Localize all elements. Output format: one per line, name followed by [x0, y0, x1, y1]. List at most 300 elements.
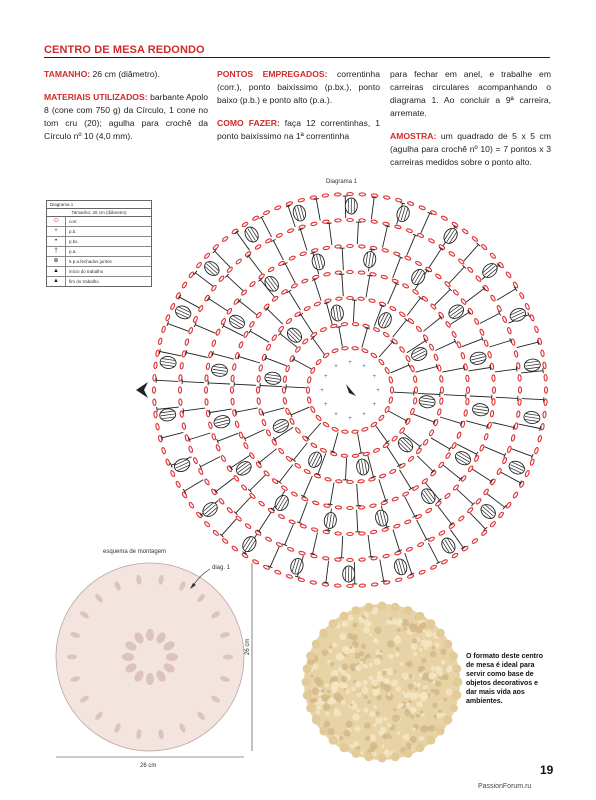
doily-texture [445, 688, 452, 695]
doily-edge-loop [352, 606, 361, 615]
doily-texture [422, 685, 428, 691]
chain-stitch [492, 375, 496, 382]
double-crochet-stitch [333, 432, 338, 451]
stitches-text: correntinha (corr.), ponto baixíssimo (p.bx.), ponto baixo (p.b.) e ponto alto (p.a.). [217, 69, 380, 105]
chain-stitch [198, 305, 204, 312]
chain-stitch [182, 423, 186, 430]
chain-stitch [170, 470, 175, 477]
double-crochet-stitch [286, 387, 306, 388]
chain-stitch [402, 491, 409, 497]
doily-edge-loop [416, 743, 425, 752]
materials-text: barbante Apolo 8 (cone com 750 g) da Círculo, 1 cone no tom cru (20); agulha para crochê da Círculo nº 10 (4,0 mm). [44, 92, 208, 141]
doily-edge-loop [340, 612, 349, 621]
doily-edge-loop [404, 606, 413, 615]
stitch-top [385, 226, 390, 227]
chain-stitch [347, 297, 353, 300]
chain-stitch [332, 427, 339, 432]
chain-stitch [404, 519, 411, 524]
doily-texture [419, 648, 422, 651]
photo-caption: O formato deste centro de mesa é ideal para servir como base de objetos decorativos e dar mais vida aos ambientes. [466, 653, 544, 705]
chain-stitch [155, 423, 159, 430]
chain-stitch [439, 398, 443, 405]
chain-stitch [206, 363, 210, 370]
chain-stitch [369, 477, 376, 481]
stitch-top [310, 553, 315, 554]
chain-stitch [314, 301, 321, 306]
chain-stitch [540, 350, 544, 357]
chain-stitch [451, 442, 457, 449]
chain-stitch [543, 411, 547, 418]
legend-text: fim do trabalho [69, 279, 99, 284]
stitch-top [157, 407, 158, 412]
doily-texture [334, 693, 342, 701]
double-crochet-stitch [429, 249, 441, 268]
chain-stitch [519, 387, 522, 393]
chain-stitch [416, 326, 422, 333]
chain-stitch [295, 427, 301, 434]
stitch-top [327, 223, 332, 224]
double-crochet-stitch [250, 475, 265, 491]
chain-stitch [358, 271, 365, 275]
materials-label: MATERIAIS UTILIZADOS: [44, 92, 148, 102]
doily-texture [316, 710, 320, 714]
stitch-top [516, 367, 517, 372]
double-crochet-stitch [416, 367, 437, 373]
chain-stitch [514, 350, 518, 357]
double-crochet-stitch [245, 430, 265, 439]
double-crochet-stitch [227, 276, 243, 291]
chain-stitch [347, 271, 353, 274]
chain-stitch [519, 292, 525, 299]
double-crochet-stitch [208, 383, 230, 384]
chain-stitch [283, 376, 287, 383]
doily-texture [396, 647, 400, 651]
chain-stitch [266, 429, 272, 436]
chain-stitch [393, 251, 400, 256]
chain-stitch [516, 411, 520, 418]
double-crochet-stitch [517, 342, 538, 347]
double-crochet-stitch [162, 432, 183, 437]
chain-stitch [464, 410, 468, 417]
double-crochet-stitch [357, 222, 358, 244]
chain-stitch [301, 278, 308, 283]
stitch-top [324, 303, 329, 304]
chain-stitch [286, 574, 293, 579]
cluster-stitch [264, 371, 282, 385]
doily-texture [379, 650, 382, 653]
chain-stitch [335, 271, 342, 275]
chain-stitch [336, 479, 343, 483]
single-crochet-mark: + [348, 416, 352, 422]
double-crochet-stitch [444, 395, 466, 396]
chain-stitch [274, 205, 281, 210]
single-crochet-mark: + [362, 363, 366, 370]
doily-edge-loop [340, 743, 349, 752]
doily-texture [369, 711, 375, 717]
chain-stitch [175, 481, 181, 488]
single-crochet-mark: + [372, 402, 376, 408]
doily-texture [383, 678, 388, 683]
end-arrow-icon [136, 382, 148, 398]
doily-texture [416, 683, 421, 688]
chain-stitch [231, 375, 235, 382]
double-crochet-stitch [213, 354, 234, 360]
doily-texture [375, 711, 379, 715]
double-crochet-stitch [470, 396, 492, 397]
chain-stitch [289, 519, 296, 524]
chain-stitch [204, 252, 211, 259]
doily-texture [399, 702, 404, 707]
chain-stitch [153, 399, 156, 406]
chain-stitch [498, 511, 504, 518]
chain-stitch [208, 422, 212, 429]
chain-stitch [342, 346, 349, 350]
stitch-top [368, 556, 373, 557]
chain-stitch [274, 570, 281, 575]
chain-stitch [399, 463, 406, 469]
chain-stitch [383, 554, 390, 558]
doily-edge-loop [378, 754, 387, 763]
stitch-top [436, 364, 437, 369]
doily-texture [403, 627, 406, 630]
chain-stitch [300, 524, 307, 529]
double-crochet-stitch [495, 369, 517, 372]
doily-edge-loop [452, 664, 461, 673]
double-crochet-stitch [210, 409, 232, 412]
chain-stitch [341, 322, 348, 326]
doily-texture [356, 709, 360, 713]
chain-stitch [320, 327, 327, 332]
doily-texture [420, 725, 428, 733]
double-crochet-stitch [160, 352, 182, 356]
doily-texture [391, 680, 398, 687]
chain-stitch [285, 365, 290, 372]
single-crochet-mark: + [376, 388, 380, 394]
doily-texture [349, 646, 352, 649]
cluster-stitch [393, 558, 409, 577]
schematic-cluster [223, 655, 233, 660]
chain-stitch [413, 397, 417, 404]
schematic-width-label: 26 cm [140, 763, 157, 769]
chain-stitch [165, 314, 170, 321]
doily-texture [389, 654, 394, 659]
double-crochet-stitch [496, 397, 518, 398]
chain-stitch [474, 318, 480, 325]
chain-stitch [211, 433, 216, 440]
chain-stitch [307, 376, 311, 383]
double-crochet-stitch [407, 235, 416, 255]
cluster-stitch [242, 225, 261, 245]
chain-stitch [413, 376, 417, 383]
chain-stitch [238, 341, 243, 348]
chain-stitch [330, 324, 337, 328]
chain-stitch [373, 448, 380, 453]
chain-stitch [359, 532, 366, 536]
double-crochet-stitch [182, 382, 204, 383]
stitch-top [295, 576, 300, 577]
double-crochet-stitch [442, 368, 464, 372]
double-crochet-stitch [294, 443, 308, 460]
chain-stitch [444, 493, 451, 500]
chain-stitch [352, 346, 359, 350]
chain-stitch [265, 536, 272, 542]
double-crochet-stitch [389, 411, 407, 421]
chain-stitch [373, 327, 380, 332]
stitch-top [503, 505, 506, 509]
chain-stitch [429, 429, 435, 436]
chain-stitch [268, 266, 275, 272]
legend-symbol: ⊕ [47, 257, 66, 266]
chain-stitch [311, 248, 318, 252]
double-crochet-stitch [379, 342, 392, 357]
chain-stitch [423, 439, 429, 446]
legend-symbol: ▲ [47, 277, 66, 286]
doily-texture [332, 642, 337, 647]
doily-texture [432, 646, 436, 650]
double-crochet-stitch [421, 213, 430, 233]
chain-stitch [389, 469, 396, 475]
double-crochet-stitch [216, 478, 234, 491]
double-crochet-stitch [466, 289, 484, 302]
chain-stitch [530, 314, 535, 321]
chain-stitch [410, 408, 415, 415]
double-crochet-stitch [380, 559, 384, 581]
schematic-cluster [146, 673, 154, 685]
size-paragraph [44, 68, 208, 81]
double-crochet-stitch [168, 324, 189, 332]
doily-texture [361, 644, 366, 649]
chain-stitch [408, 318, 415, 324]
double-crochet-stitch [266, 358, 287, 366]
doily-texture [413, 682, 416, 685]
chain-stitch [395, 198, 402, 202]
double-crochet-stitch [330, 483, 334, 505]
chain-stitch [391, 435, 398, 442]
double-crochet-stitch [291, 407, 310, 415]
chain-stitch [323, 246, 330, 250]
chain-stitch [320, 448, 327, 453]
chain-stitch [208, 351, 212, 358]
chain-stitch [484, 433, 489, 440]
cluster-stitch [409, 267, 428, 287]
chain-stitch [496, 468, 502, 475]
doily-texture [369, 676, 374, 681]
doily-edge-loop [319, 726, 328, 735]
doily-edge-loop [306, 652, 315, 661]
doily-texture [395, 652, 400, 657]
chain-stitch [281, 485, 288, 491]
chain-stitch [335, 506, 342, 510]
doily-texture [410, 714, 414, 718]
double-crochet-stitch [183, 408, 205, 411]
doily-texture [341, 676, 348, 683]
chain-stitch [490, 295, 496, 302]
schematic-height-label: 26 cm [245, 638, 251, 655]
chain-stitch [235, 515, 242, 521]
chain-stitch [182, 281, 188, 288]
legend-text: 5 p.a.fechados juntos [69, 259, 112, 264]
chain-stitch [513, 281, 519, 288]
double-crochet-stitch [462, 339, 483, 347]
chain-stitch [249, 321, 255, 328]
chain-stitch [534, 447, 539, 454]
chain-stitch [428, 238, 435, 244]
legend-text: p.b. [69, 229, 77, 234]
doily-texture [355, 681, 362, 688]
schematic-disk [56, 563, 244, 751]
crochet-diagram [130, 180, 590, 600]
howto-paragraph [217, 117, 380, 143]
double-crochet-stitch [357, 510, 358, 532]
double-crochet-stitch [417, 456, 433, 471]
chain-stitch [322, 556, 329, 560]
doily-texture [406, 661, 413, 668]
doily-edge-loop [352, 749, 361, 758]
chain-stitch [256, 461, 262, 468]
doily-texture [312, 688, 320, 696]
doily-texture [431, 666, 436, 671]
cluster-stitch [355, 458, 369, 476]
doily-texture [422, 676, 427, 681]
doily-texture [431, 689, 435, 693]
doily-texture [365, 736, 370, 741]
chain-stitch [263, 210, 270, 215]
chain-stitch [474, 455, 480, 462]
legend-symbol: ▲ [47, 267, 66, 276]
doily-texture [351, 687, 356, 692]
chain-stitch [545, 387, 548, 393]
doily-texture [375, 717, 383, 725]
chain-stitch [370, 352, 377, 358]
chain-stitch [471, 236, 478, 242]
chain-stitch [188, 327, 193, 334]
chain-stitch [466, 398, 470, 405]
doily-edge-loop [449, 652, 458, 661]
chain-stitch [391, 338, 398, 345]
double-crochet-stitch [279, 465, 292, 483]
doily-texture [435, 681, 441, 687]
doily-texture [420, 710, 423, 713]
chain-stitch [271, 439, 277, 446]
doily-texture [428, 725, 435, 732]
howto-continued: para fechar em anel, e trabalhe em carreiras circulares acompanhando o diagrama 1. Ao concluir a 9ª carreira, arremate. [390, 69, 551, 118]
double-crochet-stitch [457, 489, 473, 504]
doily-texture [388, 735, 392, 739]
single-crochet-mark: + [334, 363, 338, 370]
doily-texture [346, 721, 353, 728]
cluster-stitch [227, 313, 247, 332]
double-crochet-stitch [485, 447, 505, 456]
chain-stitch [161, 326, 166, 333]
chain-stitch [283, 387, 286, 393]
chain-stitch [265, 238, 272, 244]
chain-stitch [466, 375, 470, 382]
doily-texture [371, 679, 378, 686]
chain-stitch [257, 398, 261, 405]
double-crochet-stitch [394, 392, 414, 393]
double-crochet-stitch [497, 289, 516, 300]
stitch-top [194, 271, 197, 275]
watermark: PassionForum.ru [478, 783, 532, 790]
double-crochet-stitch [249, 256, 262, 274]
chain-stitch [428, 536, 435, 542]
chain-stitch [341, 454, 348, 458]
doily-texture [377, 671, 382, 676]
doily-texture [329, 649, 332, 652]
chain-stitch [384, 406, 390, 413]
chain-stitch [233, 475, 239, 482]
double-crochet-stitch [376, 426, 388, 442]
chain-stitch [205, 375, 209, 382]
doily-texture [313, 664, 319, 670]
schematic-diag-label: diag. 1 [212, 565, 231, 571]
double-crochet-stitch [522, 399, 544, 400]
chain-stitch [294, 463, 301, 469]
chain-stitch [231, 546, 238, 552]
double-crochet-stitch [357, 484, 359, 506]
chain-stitch [540, 423, 544, 430]
doily-edge-loop [426, 619, 435, 628]
chain-stitch [179, 399, 182, 406]
chain-stitch [415, 387, 418, 393]
doily-texture [356, 667, 360, 671]
chain-stitch [304, 469, 311, 475]
chain-stitch [361, 348, 368, 353]
double-crochet-stitch [366, 276, 370, 298]
legend-size: Tamanho: 26 cm (diâmetro) [47, 209, 151, 217]
cluster-stitch [291, 204, 307, 223]
double-crochet-stitch [313, 532, 318, 554]
doily-texture [446, 665, 453, 672]
doily-texture [438, 672, 443, 677]
double-crochet-stitch [414, 414, 435, 422]
chain-stitch [325, 477, 332, 481]
doily-texture [419, 666, 425, 672]
chain-stitch [438, 312, 444, 319]
cluster-stitch [472, 403, 490, 417]
chain-stitch [406, 228, 413, 233]
chain-stitch [352, 430, 359, 434]
chain-stitch [161, 447, 166, 454]
doily-texture [411, 692, 415, 696]
doily-texture [350, 704, 353, 707]
cluster-stitch [273, 493, 292, 513]
cluster-stitch [419, 486, 438, 506]
chain-stitch [402, 283, 409, 289]
chain-stitch [179, 387, 182, 393]
chain-stitch [232, 364, 236, 371]
doily-edge-loop [449, 704, 458, 713]
legend-symbol: + [47, 227, 66, 236]
doily-texture [357, 692, 363, 698]
double-crochet-stitch [400, 470, 412, 489]
chain-stitch [243, 442, 249, 449]
howto-label: COMO FAZER: [217, 118, 280, 128]
page-number: 19 [540, 763, 554, 777]
doily-texture [374, 658, 381, 665]
doily-texture [325, 683, 329, 687]
stitch-top [372, 197, 377, 198]
doily-edge-loop [452, 691, 461, 700]
chain-stitch [358, 506, 365, 510]
doily-texture [382, 671, 387, 676]
doily-texture [339, 682, 345, 688]
stitches-paragraph [217, 68, 380, 107]
chain-stitch [323, 422, 330, 428]
double-crochet-stitch [435, 289, 451, 305]
single-crochet-mark: + [324, 402, 328, 408]
chain-stitch [257, 387, 260, 393]
